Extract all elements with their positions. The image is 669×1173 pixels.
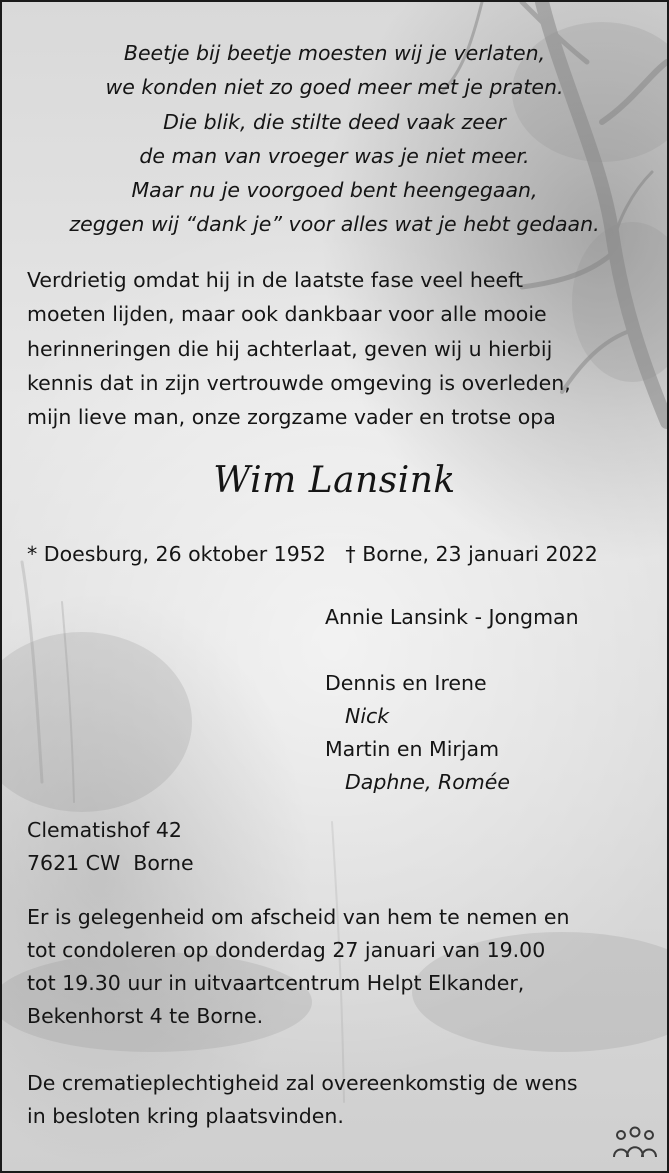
condolence-line: Bekenhorst 4 te Borne. bbox=[27, 1004, 264, 1028]
announcement-text bbox=[27, 263, 647, 434]
grandchildren-names: Daphne, Romée bbox=[345, 770, 510, 794]
correspondence-address bbox=[27, 814, 194, 880]
condolence-info bbox=[27, 901, 647, 1033]
condolence-line: Er is gelegenheid om afscheid van hem te nemen en bbox=[27, 905, 570, 929]
condolence-line: tot 19.30 uur in uitvaartcentrum Helpt Elkander, bbox=[27, 971, 525, 995]
poem-line: Die blik, die stilte deed vaak zeer bbox=[163, 109, 506, 134]
poem-line: Beetje bij beetje moesten wij je verlaten, bbox=[123, 41, 546, 65]
poem bbox=[2, 36, 667, 242]
poem-line: Maar nu je voorgoed bent heengegaan, bbox=[131, 178, 538, 203]
address-city: 7621 CW Borne bbox=[27, 851, 194, 875]
birth-symbol: * bbox=[27, 542, 38, 566]
poem-line: zeggen wij “dank je” voor alles wat je hebt gedaan. bbox=[69, 212, 600, 237]
cremation-line: De crematieplechtigheid zal overeenkomstig de wens bbox=[27, 1071, 578, 1095]
cremation-info bbox=[27, 1067, 647, 1133]
poem-line: de man van vroeger was je niet meer. bbox=[139, 143, 530, 168]
grandchildren-names: Nick bbox=[345, 704, 390, 728]
announcement-line: mijn lieve man, onze zorgzame vader en trotse opa bbox=[27, 405, 556, 430]
address-street: Clematishof 42 bbox=[27, 818, 182, 842]
announcement-line: moeten lijden, maar ook dankbaar voor alle mooie bbox=[27, 302, 547, 327]
condolence-line: tot condoleren op donderdag 27 januari van 19.00 bbox=[27, 938, 546, 962]
announcement-line: kennis dat in zijn vertrouwde omgeving is overleden, bbox=[27, 370, 571, 395]
life-dates bbox=[27, 542, 657, 566]
announcement-line: Verdrietig omdat hij in de laatste fase veel heeft bbox=[27, 268, 523, 292]
deceased-name: Wim Lansink bbox=[213, 460, 456, 501]
birth-date: Doesburg, 26 oktober 1952 bbox=[43, 542, 326, 566]
child-name: Martin en Mirjam bbox=[325, 737, 500, 761]
cremation-line: in besloten kring plaatsvinden. bbox=[27, 1104, 344, 1128]
child-name: Dennis en Irene bbox=[325, 671, 487, 695]
death-date: Borne, 23 januari 2022 bbox=[362, 542, 598, 566]
spacer bbox=[325, 634, 579, 667]
people-group-icon bbox=[611, 1125, 659, 1161]
spouse-name: Annie Lansink - Jongman bbox=[325, 605, 579, 629]
family-list bbox=[325, 601, 579, 799]
announcement-line: herinneringen die hij achterlaat, geven wij u hierbij bbox=[27, 336, 553, 361]
death-symbol: † bbox=[345, 542, 356, 566]
poem-line: we konden niet zo goed meer met je praten. bbox=[105, 75, 564, 100]
